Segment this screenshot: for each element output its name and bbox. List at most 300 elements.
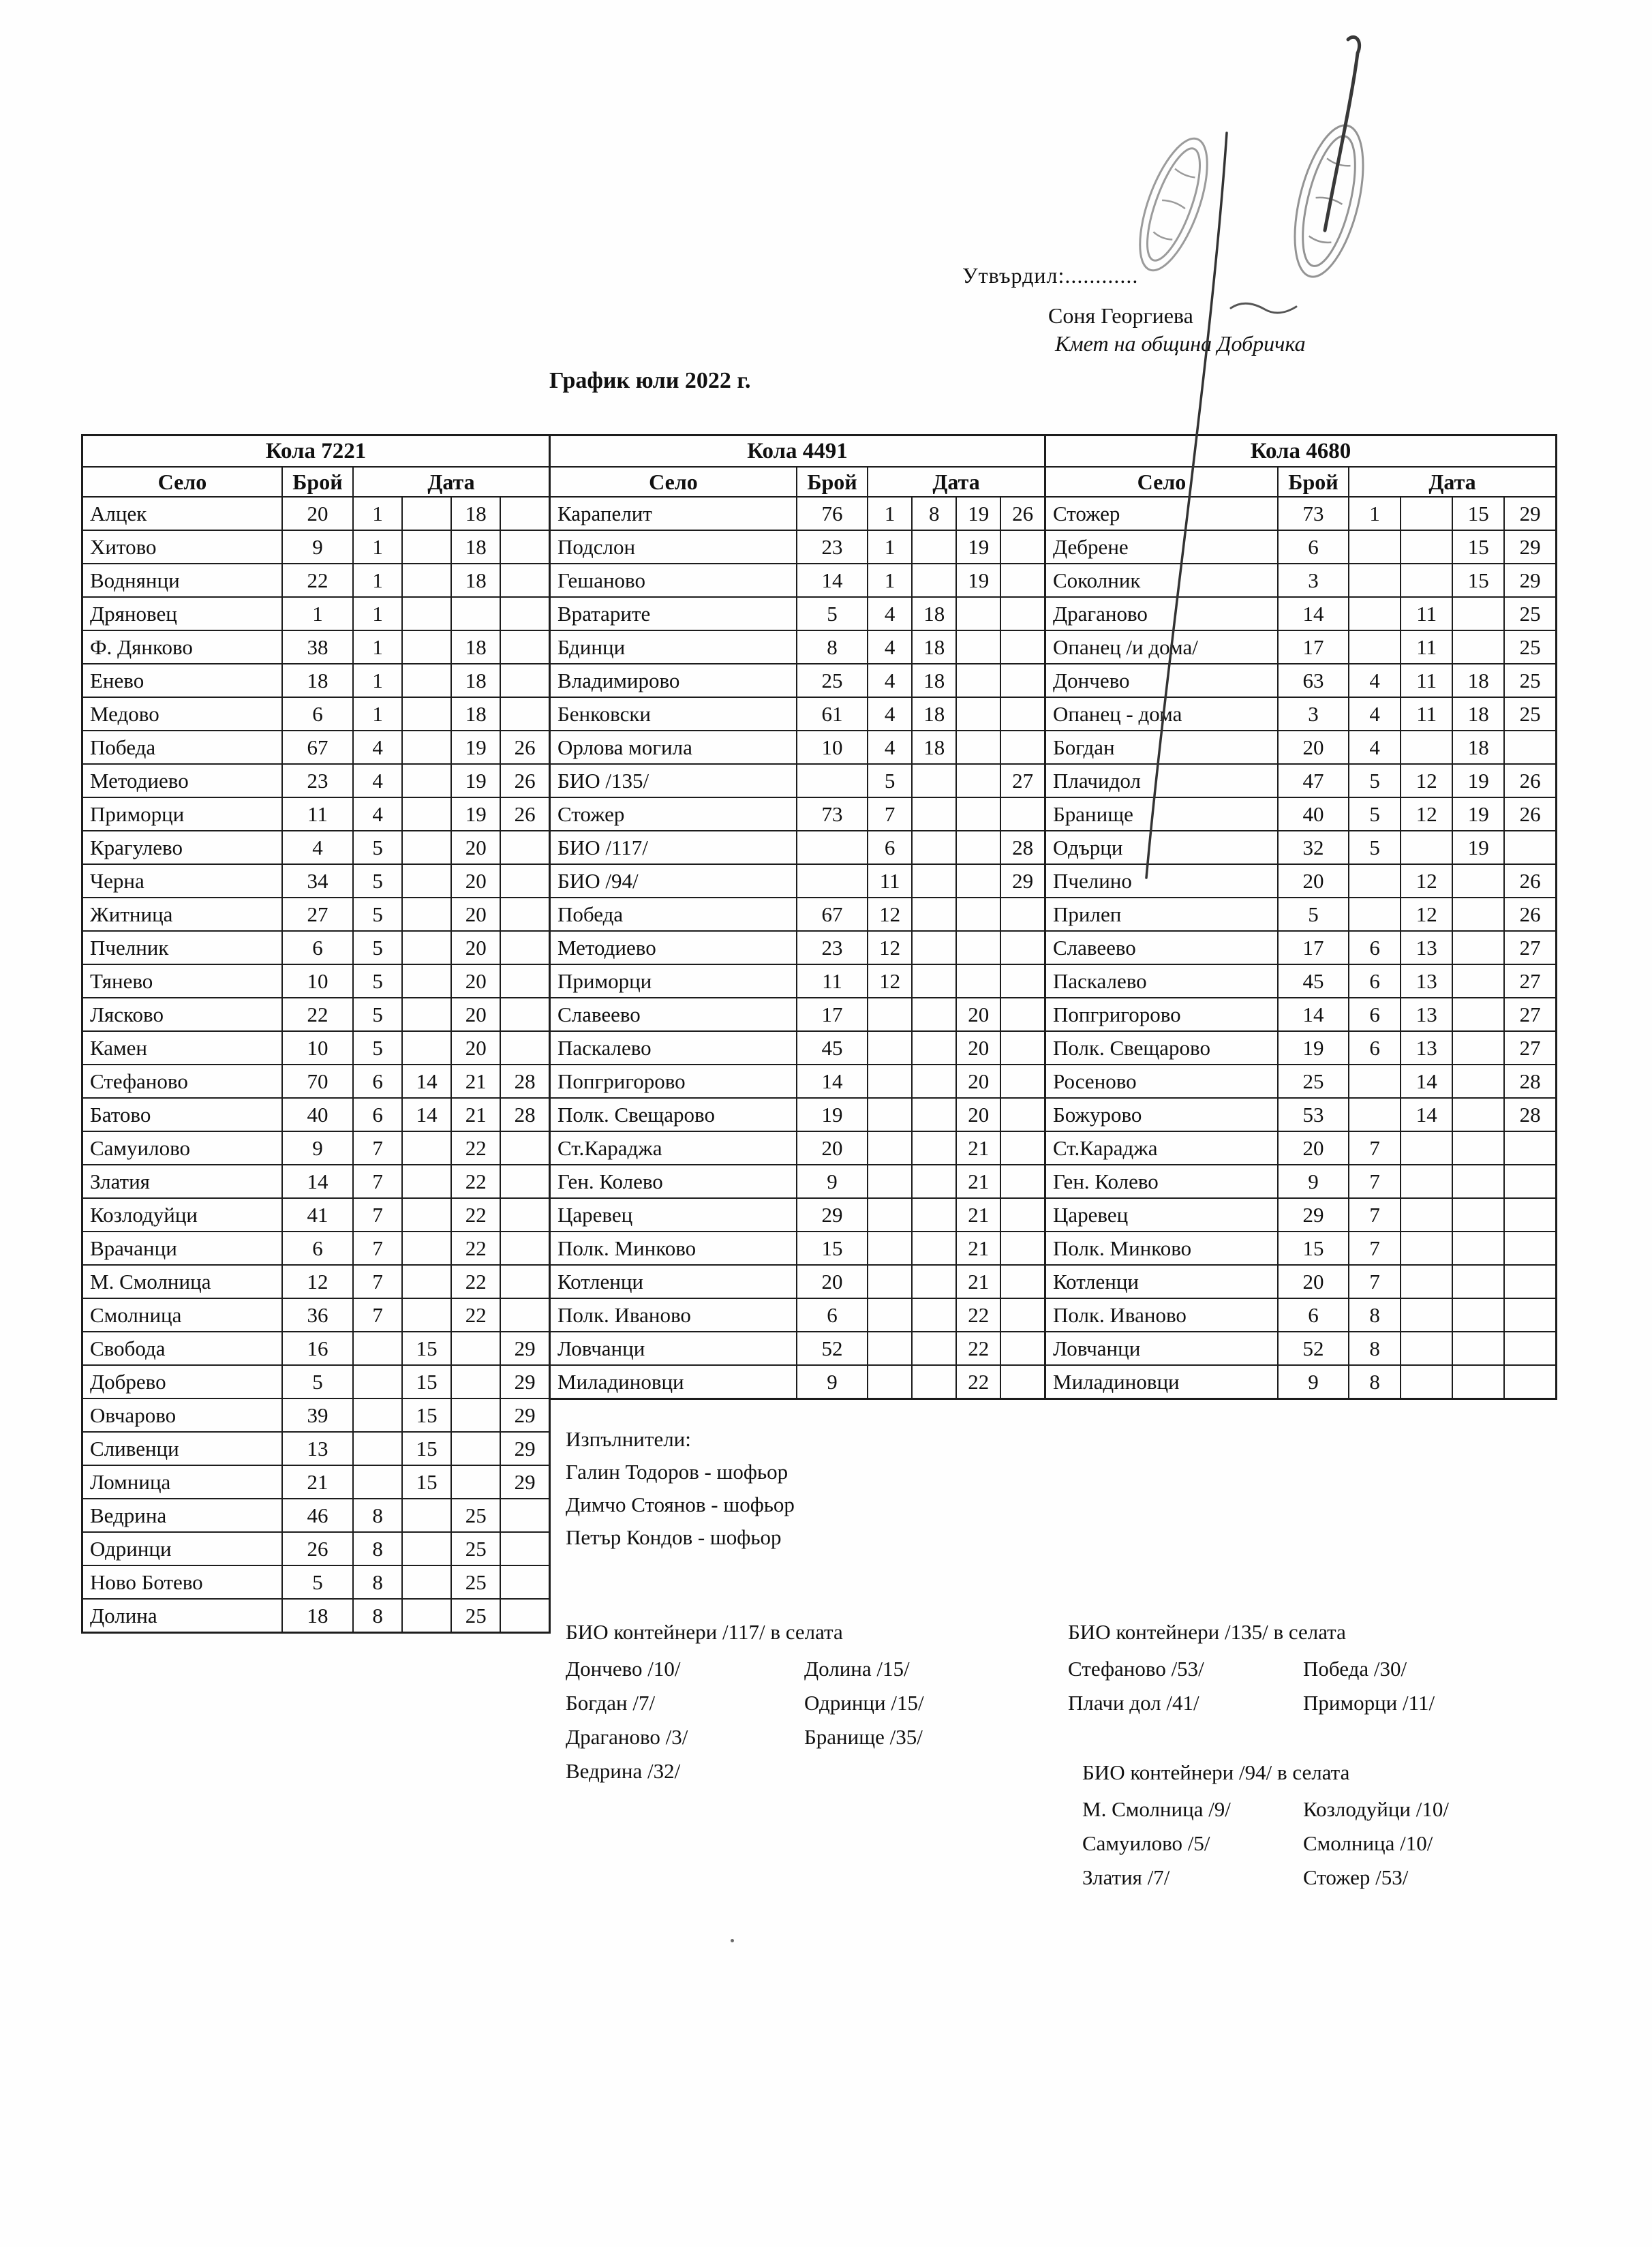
date-cell: [402, 1298, 451, 1332]
date-cell: 11: [868, 864, 912, 898]
village-cell: Попгригорово: [550, 1065, 797, 1098]
table-row: [550, 1065, 1045, 1098]
date-cell: 29: [500, 1398, 549, 1432]
village-cell: Овчарово: [82, 1398, 282, 1432]
date-cell: [912, 864, 956, 898]
date-cell: [1401, 530, 1452, 564]
date-cell: 15: [402, 1465, 451, 1499]
count-cell: [797, 864, 868, 898]
table-body-kola-4680: [1045, 497, 1557, 1399]
date-cell: 4: [353, 764, 402, 797]
table-row: [1045, 764, 1557, 797]
date-cell: [912, 964, 956, 998]
count-cell: 29: [1278, 1198, 1349, 1232]
date-cell: 12: [868, 898, 912, 931]
count-cell: 76: [797, 497, 868, 530]
date-cell: [1504, 1265, 1556, 1298]
date-cell: [451, 1465, 500, 1499]
date-cell: [402, 1031, 451, 1065]
count-cell: 22: [282, 998, 353, 1031]
count-cell: 52: [1278, 1332, 1349, 1365]
date-cell: [1000, 1098, 1045, 1131]
table-body-kola-7221: [82, 497, 550, 1633]
list-item: Димчо Стоянов - шофьор: [566, 1493, 795, 1516]
village-cell: Ст.Караджа: [1045, 1131, 1278, 1165]
date-cell: [1452, 931, 1504, 964]
list-item: Победа /30/: [1303, 1657, 1407, 1681]
date-cell: 25: [1504, 597, 1556, 630]
list-item: Стефаново /53/: [1068, 1657, 1204, 1681]
table-row: [1045, 831, 1557, 864]
village-cell: Медово: [82, 697, 282, 731]
village-cell: Карапелит: [550, 497, 797, 530]
date-cell: [1452, 1198, 1504, 1232]
date-cell: [956, 664, 1000, 697]
date-cell: 26: [1504, 898, 1556, 931]
date-cell: 28: [500, 1098, 549, 1131]
date-cell: [1401, 731, 1452, 764]
date-cell: 28: [1000, 831, 1045, 864]
table-row: [550, 497, 1045, 530]
village-cell: Полк. Минково: [1045, 1232, 1278, 1265]
date-cell: 13: [1401, 1031, 1452, 1065]
table-row: [550, 664, 1045, 697]
table-row: [82, 497, 550, 530]
date-cell: 6: [1349, 998, 1401, 1031]
bio-column: [566, 1652, 804, 1788]
date-cell: 18: [451, 497, 500, 530]
village-cell: Божурово: [1045, 1098, 1278, 1131]
count-cell: 6: [282, 931, 353, 964]
date-cell: [1349, 864, 1401, 898]
date-cell: 5: [1349, 797, 1401, 831]
date-cell: 26: [1504, 764, 1556, 797]
date-cell: [500, 931, 549, 964]
date-cell: [912, 1265, 956, 1298]
date-cell: 7: [353, 1298, 402, 1332]
list-item: Драганово /3/: [566, 1725, 688, 1749]
col-header-date: Дата: [1349, 467, 1556, 497]
date-cell: 18: [1452, 731, 1504, 764]
village-cell: Славеево: [1045, 931, 1278, 964]
village-cell: Воднянци: [82, 564, 282, 597]
date-cell: [1000, 630, 1045, 664]
count-cell: 73: [797, 797, 868, 831]
table-body-kola-4491: [550, 497, 1045, 1399]
table-row: [82, 1532, 550, 1565]
date-cell: 25: [451, 1532, 500, 1565]
date-cell: [1452, 1065, 1504, 1098]
col-header-count: Брой: [797, 467, 868, 497]
village-cell: Бенковски: [550, 697, 797, 731]
date-cell: 21: [956, 1165, 1000, 1198]
table-row: [550, 1198, 1045, 1232]
village-cell: Козлодуйци: [82, 1198, 282, 1232]
date-cell: 7: [1349, 1165, 1401, 1198]
village-cell: Ново Ботево: [82, 1565, 282, 1599]
list-item: Петър Кондов - шофьор: [566, 1525, 782, 1549]
date-cell: 4: [868, 630, 912, 664]
date-cell: 18: [451, 697, 500, 731]
date-cell: [402, 1198, 451, 1232]
village-cell: Попгригорово: [1045, 998, 1278, 1031]
table-row: [550, 1131, 1045, 1165]
table-row: [550, 797, 1045, 831]
table-row: [550, 731, 1045, 764]
list-item: Стожер /53/: [1303, 1865, 1409, 1889]
date-cell: 19: [451, 764, 500, 797]
date-cell: [451, 1432, 500, 1465]
date-cell: 5: [353, 831, 402, 864]
count-cell: 17: [797, 998, 868, 1031]
date-cell: 19: [956, 497, 1000, 530]
date-cell: [868, 1265, 912, 1298]
date-cell: 5: [353, 864, 402, 898]
date-cell: 8: [1349, 1365, 1401, 1399]
list-item: Одринци /15/: [804, 1691, 924, 1715]
date-cell: [500, 1265, 549, 1298]
count-cell: 9: [1278, 1365, 1349, 1399]
date-cell: [1452, 1298, 1504, 1332]
date-cell: 6: [353, 1098, 402, 1131]
date-cell: 20: [451, 1031, 500, 1065]
date-cell: [402, 564, 451, 597]
date-cell: 25: [451, 1499, 500, 1532]
date-cell: [912, 764, 956, 797]
village-cell: Камен: [82, 1031, 282, 1065]
date-cell: [912, 998, 956, 1031]
date-cell: [1452, 1365, 1504, 1399]
date-cell: 15: [1452, 497, 1504, 530]
date-cell: [1452, 898, 1504, 931]
date-cell: [1000, 898, 1045, 931]
date-cell: 4: [868, 664, 912, 697]
village-cell: Драганово: [1045, 597, 1278, 630]
date-cell: 8: [353, 1532, 402, 1565]
village-cell: Опанец /и дома/: [1045, 630, 1278, 664]
date-cell: 11: [1401, 597, 1452, 630]
date-cell: 1: [353, 530, 402, 564]
village-cell: Ген. Колево: [550, 1165, 797, 1198]
date-cell: [1000, 1131, 1045, 1165]
table-row: [550, 1365, 1045, 1399]
village-cell: Златия: [82, 1165, 282, 1198]
table-row: [82, 1599, 550, 1633]
date-cell: 13: [1401, 931, 1452, 964]
table-row: [550, 630, 1045, 664]
table-row: [550, 764, 1045, 797]
date-cell: 21: [956, 1131, 1000, 1165]
date-cell: 19: [956, 530, 1000, 564]
date-cell: 1: [868, 530, 912, 564]
table-row: [1045, 998, 1557, 1031]
date-cell: [868, 1198, 912, 1232]
date-cell: [1504, 1165, 1556, 1198]
date-cell: [1452, 1165, 1504, 1198]
date-cell: [912, 1098, 956, 1131]
date-cell: 7: [1349, 1131, 1401, 1165]
date-cell: [402, 831, 451, 864]
count-cell: 5: [282, 1565, 353, 1599]
date-cell: 27: [1504, 964, 1556, 998]
date-cell: 15: [402, 1332, 451, 1365]
date-cell: [868, 1065, 912, 1098]
date-cell: 8: [1349, 1332, 1401, 1365]
date-cell: [1000, 964, 1045, 998]
table-row: [1045, 1265, 1557, 1298]
count-cell: 11: [282, 797, 353, 831]
date-cell: [1000, 731, 1045, 764]
date-cell: 29: [500, 1432, 549, 1465]
village-cell: Долина: [82, 1599, 282, 1633]
date-cell: [912, 831, 956, 864]
date-cell: 20: [451, 931, 500, 964]
date-cell: [451, 597, 500, 630]
date-cell: [868, 1098, 912, 1131]
village-cell: Миладиновци: [1045, 1365, 1278, 1399]
table-row: [82, 697, 550, 731]
date-cell: [500, 831, 549, 864]
date-cell: 29: [1000, 864, 1045, 898]
list-item: Богдан /7/: [566, 1691, 656, 1715]
date-cell: 1: [353, 497, 402, 530]
date-cell: [1401, 1131, 1452, 1165]
table-row: [82, 1465, 550, 1499]
date-cell: [451, 1365, 500, 1398]
date-cell: [451, 1332, 500, 1365]
date-cell: 19: [956, 564, 1000, 597]
village-cell: Паскалево: [550, 1031, 797, 1065]
village-cell: Царевец: [550, 1198, 797, 1232]
village-cell: Плачидол: [1045, 764, 1278, 797]
date-cell: [1401, 1365, 1452, 1399]
date-cell: 25: [451, 1565, 500, 1599]
date-cell: [1349, 530, 1401, 564]
date-cell: [912, 1232, 956, 1265]
date-cell: 6: [868, 831, 912, 864]
date-cell: 7: [353, 1165, 402, 1198]
table-row: [82, 1432, 550, 1465]
date-cell: [1000, 1065, 1045, 1098]
date-cell: 7: [353, 1131, 402, 1165]
village-cell: Пчелник: [82, 931, 282, 964]
count-cell: 15: [1278, 1232, 1349, 1265]
table-row: [1045, 1098, 1557, 1131]
list-item: Козлодуйци /10/: [1303, 1797, 1449, 1821]
count-cell: 23: [282, 764, 353, 797]
count-cell: 40: [282, 1098, 353, 1131]
date-cell: [1401, 831, 1452, 864]
date-cell: 6: [1349, 1031, 1401, 1065]
village-cell: Полк. Свещарово: [550, 1098, 797, 1131]
date-cell: 11: [1401, 664, 1452, 697]
bio-column: [1068, 1652, 1303, 1720]
date-cell: 22: [956, 1298, 1000, 1332]
date-cell: [1000, 1198, 1045, 1232]
date-cell: 20: [451, 998, 500, 1031]
count-cell: 20: [1278, 731, 1349, 764]
village-cell: Соколник: [1045, 564, 1278, 597]
date-cell: [353, 1398, 402, 1432]
date-cell: 4: [1349, 697, 1401, 731]
date-cell: 4: [1349, 731, 1401, 764]
village-cell: Бдинци: [550, 630, 797, 664]
count-cell: 73: [1278, 497, 1349, 530]
date-cell: 19: [1452, 831, 1504, 864]
date-cell: [1000, 1031, 1045, 1065]
round-stamp-icon: [1126, 130, 1221, 278]
date-cell: [1349, 1098, 1401, 1131]
date-cell: [1452, 630, 1504, 664]
date-cell: [500, 898, 549, 931]
table-row: [550, 1165, 1045, 1198]
date-cell: [1504, 1332, 1556, 1365]
village-cell: Ломница: [82, 1465, 282, 1499]
count-cell: 19: [1278, 1031, 1349, 1065]
table-row: [82, 931, 550, 964]
date-cell: [402, 797, 451, 831]
date-cell: [1000, 797, 1045, 831]
village-cell: БИО /135/: [550, 764, 797, 797]
count-cell: 63: [1278, 664, 1349, 697]
count-cell: 12: [282, 1265, 353, 1298]
table-kola-7221: [81, 434, 551, 1634]
date-cell: 1: [353, 697, 402, 731]
date-cell: [1504, 831, 1556, 864]
date-cell: [956, 931, 1000, 964]
list-item: Плачи дол /41/: [1068, 1691, 1199, 1715]
count-cell: 36: [282, 1298, 353, 1332]
date-cell: [1000, 564, 1045, 597]
date-cell: 18: [912, 697, 956, 731]
count-cell: 17: [1278, 931, 1349, 964]
count-cell: 70: [282, 1065, 353, 1098]
date-cell: [868, 1365, 912, 1399]
count-cell: 8: [797, 630, 868, 664]
date-cell: 18: [451, 664, 500, 697]
count-cell: 10: [797, 731, 868, 764]
date-cell: 18: [451, 530, 500, 564]
approval-block: [962, 263, 1306, 356]
list-item: Долина /15/: [804, 1657, 910, 1681]
date-cell: 27: [1000, 764, 1045, 797]
count-cell: 4: [282, 831, 353, 864]
date-cell: [912, 564, 956, 597]
date-cell: [500, 664, 549, 697]
date-cell: 12: [868, 931, 912, 964]
date-cell: [1000, 1332, 1045, 1365]
date-cell: [402, 597, 451, 630]
date-cell: 5: [353, 898, 402, 931]
village-cell: Житница: [82, 898, 282, 931]
village-cell: М. Смолница: [82, 1265, 282, 1298]
date-cell: [500, 564, 549, 597]
date-cell: [500, 597, 549, 630]
date-cell: [1452, 864, 1504, 898]
count-cell: 34: [282, 864, 353, 898]
date-cell: 20: [956, 1065, 1000, 1098]
count-cell: 6: [282, 1232, 353, 1265]
count-cell: 11: [797, 964, 868, 998]
date-cell: [1401, 1198, 1452, 1232]
date-cell: [912, 931, 956, 964]
village-cell: Котленци: [1045, 1265, 1278, 1298]
date-cell: 26: [500, 797, 549, 831]
date-cell: [402, 1265, 451, 1298]
count-cell: 6: [1278, 530, 1349, 564]
date-cell: 14: [402, 1098, 451, 1131]
count-cell: 10: [282, 964, 353, 998]
date-cell: [1000, 664, 1045, 697]
car-header: Кола 4491: [550, 435, 1045, 468]
count-cell: 38: [282, 630, 353, 664]
village-cell: Лясково: [82, 998, 282, 1031]
date-cell: [402, 664, 451, 697]
date-cell: [402, 964, 451, 998]
count-cell: 23: [797, 931, 868, 964]
date-cell: 1: [353, 664, 402, 697]
village-cell: Ген. Колево: [1045, 1165, 1278, 1198]
date-cell: [500, 1198, 549, 1232]
date-cell: [912, 1298, 956, 1332]
count-cell: 39: [282, 1398, 353, 1432]
list-item: Златия /7/: [1082, 1865, 1170, 1889]
village-cell: Богдан: [1045, 731, 1278, 764]
table-row: [1045, 597, 1557, 630]
date-cell: 5: [353, 931, 402, 964]
count-cell: 21: [282, 1465, 353, 1499]
village-cell: Ф. Дянково: [82, 630, 282, 664]
table-row: [550, 1031, 1045, 1065]
date-cell: [956, 864, 1000, 898]
village-cell: Стефаново: [82, 1065, 282, 1098]
bio-section-94: [1082, 1757, 1449, 1895]
count-cell: 9: [797, 1365, 868, 1399]
count-cell: 19: [797, 1098, 868, 1131]
date-cell: 19: [1452, 797, 1504, 831]
list-item: Самуилово /5/: [1082, 1831, 1210, 1855]
date-cell: 20: [451, 964, 500, 998]
date-cell: [956, 597, 1000, 630]
count-cell: 67: [797, 898, 868, 931]
village-cell: Методиево: [82, 764, 282, 797]
village-cell: Подслон: [550, 530, 797, 564]
date-cell: [1504, 1298, 1556, 1332]
date-cell: [956, 731, 1000, 764]
table-row: [82, 797, 550, 831]
count-cell: 20: [797, 1265, 868, 1298]
date-cell: 7: [868, 797, 912, 831]
executors-heading: Изпълнители:: [566, 1427, 691, 1451]
date-cell: 27: [1504, 998, 1556, 1031]
date-cell: 25: [1504, 697, 1556, 731]
executors-list: [566, 1456, 795, 1554]
date-cell: 11: [1401, 697, 1452, 731]
date-cell: [1000, 998, 1045, 1031]
count-cell: 16: [282, 1332, 353, 1365]
list-item: М. Смолница /9/: [1082, 1797, 1231, 1821]
count-cell: 29: [797, 1198, 868, 1232]
date-cell: [1401, 564, 1452, 597]
date-cell: 8: [1349, 1298, 1401, 1332]
date-cell: 18: [912, 664, 956, 697]
date-cell: 18: [912, 731, 956, 764]
count-cell: 14: [797, 564, 868, 597]
table-row: [1045, 964, 1557, 998]
date-cell: 15: [1452, 564, 1504, 597]
date-cell: 7: [353, 1265, 402, 1298]
table-kola-4680: [1044, 434, 1557, 1400]
